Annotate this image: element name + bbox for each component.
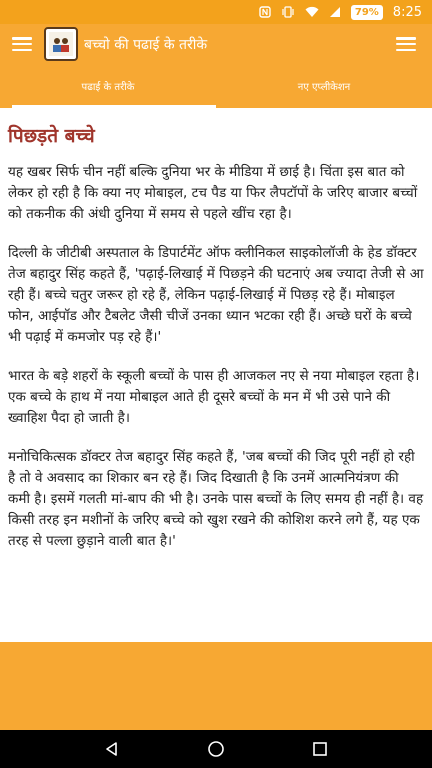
tab-new-applications[interactable]: [216, 64, 432, 108]
app-title: बच्चो की पढाई के तरीके: [84, 36, 208, 53]
article-title: पिछड़ते बच्चे: [8, 125, 95, 147]
back-button[interactable]: [92, 730, 132, 768]
home-icon: [207, 740, 225, 758]
hamburger-icon: [12, 37, 32, 51]
app-bar: [0, 24, 432, 64]
home-button[interactable]: [196, 730, 236, 768]
tab-label: पढाई के तरीके: [81, 82, 135, 93]
recents-icon: [312, 741, 328, 757]
vibrate-icon: [281, 6, 295, 18]
options-menu-button[interactable]: [384, 24, 428, 64]
app-logo: [44, 27, 78, 61]
article-paragraph: भारत के बड़े शहरों के स्कूली बच्चों के पास ही आजकल नए से नया मोबाइल रहता है। एक बच्चे के हाथ में नया मोबाइल आते ही दूसरे बच्चों के मन में भी उसे पाने की ख्वाहिश पैदा हो जाती है।: [8, 368, 420, 426]
bottom-banner-area: [0, 642, 432, 730]
hamburger-icon: [396, 37, 416, 51]
clock: 8:25: [392, 4, 422, 20]
nfc-icon: [259, 6, 271, 18]
signal-icon: [329, 6, 341, 18]
system-nav-bar: [0, 730, 432, 768]
article-content[interactable]: [0, 108, 432, 642]
battery-level: 79%: [351, 5, 383, 20]
wifi-icon: [305, 6, 319, 18]
article-paragraph: दिल्ली के जीटीबी अस्पताल के डिपार्टमेंट ऑफ क्लीनिकल साइकोलॉजी के हेड डॉक्टर तेज बहादुर सिंह कहते हैं, 'पढ़ाई-लिखाई में पिछड़ने की घटनाएं अब ज्यादा तेजी से आ रही हैं। बच्चे चतुर जरूर हो रहे हैं, लेकिन पढ़ाई-लिखाई में पिछड़ रहे हैं। मोबाइल फोन, आईपॉड और टैबलेट जैसी चीजें उनका ध्यान भटका रही हैं। अच्छे घरों के बच्चे भी पढ़ाई में कमजोर पड़ रहे हैं।': [8, 245, 424, 345]
tab-bar: [0, 64, 432, 108]
tab-study-methods[interactable]: [0, 64, 216, 108]
recents-button[interactable]: [300, 730, 340, 768]
status-bar: [0, 0, 432, 24]
battery-icon: [351, 5, 383, 20]
article-paragraph: मनोचिकित्सक डॉक्टर तेज बहादुर सिंह कहते हैं, 'जब बच्चों की जिद पूरी नहीं हो रही है तो वे अवसाद का शिकार बन रहे हैं। जिद दिखाती है कि उनमें आत्मनियंत्रण की कमी है। इसमें गलती मां-बाप की भी है। उनके पास बच्चों के लिए समय ही नहीं है। वह किसी तरह इन मशीनों के जरिए बच्चे को खुश रखने की कोशिश करने लगे हैं, यह एक तरह से पल्ला छुड़ाने वाली बात है।': [8, 449, 424, 549]
drawer-menu-button[interactable]: [0, 24, 44, 64]
tab-label: नए एप्लीकेशन: [297, 82, 351, 93]
article-paragraph: यह खबर सिर्फ चीन नहीं बल्कि दुनिया भर के मीडिया में छाई है। चिंता इस बात को लेकर हो रही है कि क्या नए मोबाइल, टच पैड या फिर लैपटॉपों के जरिए बाजार बच्चों को तकनीक की अंधी दुनिया में समय से पहले खींच रहा है।: [8, 164, 418, 222]
back-icon: [104, 741, 120, 757]
